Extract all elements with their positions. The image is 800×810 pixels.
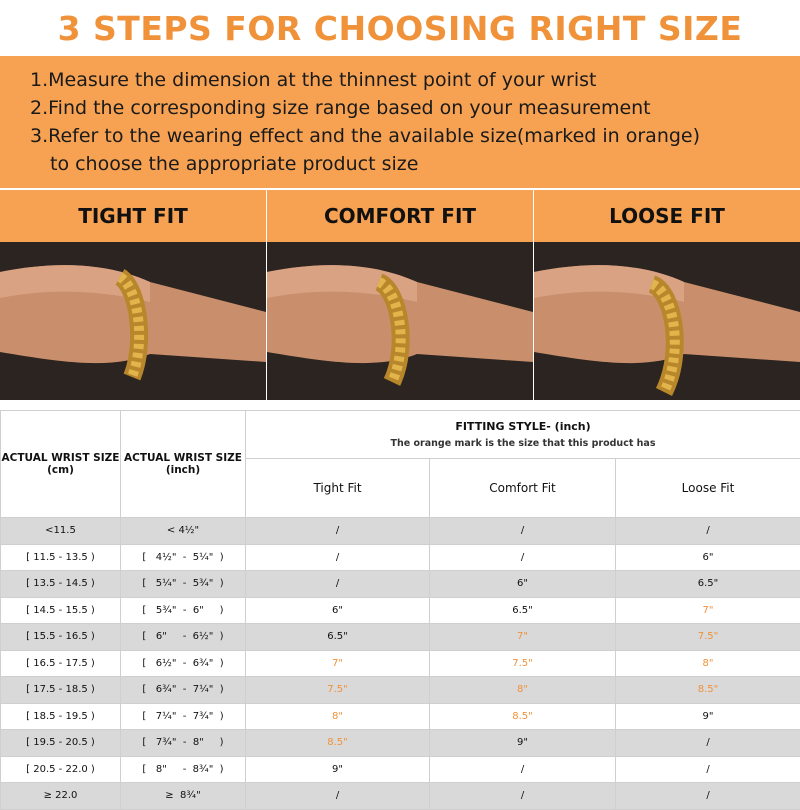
loose-cell: 8.5"	[616, 677, 800, 704]
tight-cell: 8.5"	[246, 730, 430, 757]
loose-cell: /	[616, 756, 800, 783]
inch-cell: ≥ 8¾"	[121, 783, 246, 810]
cm-cell: [ 15.5 - 16.5 )	[1, 624, 121, 651]
comfort-cell: 9"	[430, 730, 616, 757]
fit-label-tight: TIGHT FIT	[0, 190, 266, 242]
tight-cell: 6"	[246, 597, 430, 624]
fit-tight	[0, 190, 266, 400]
comfort-cell: 8.5"	[430, 703, 616, 730]
fit-comfort	[267, 190, 533, 400]
comfort-cell: 7.5"	[430, 650, 616, 677]
size-table	[0, 410, 800, 810]
cm-cell: ≥ 22.0	[1, 783, 121, 810]
size-rows	[1, 518, 800, 810]
tight-cell: 7"	[246, 650, 430, 677]
table-row	[1, 624, 800, 651]
table-row	[1, 756, 800, 783]
tight-cell: 9"	[246, 756, 430, 783]
tight-cell: /	[246, 544, 430, 571]
loose-cell: 9"	[616, 703, 800, 730]
loose-cell: 7.5"	[616, 624, 800, 651]
fit-label-comfort: COMFORT FIT	[267, 190, 533, 242]
inch-cell: [ 7¾" - 8" )	[121, 730, 246, 757]
table-row	[1, 730, 800, 757]
step-2: 2.Find the corresponding size range based on your measurement	[30, 94, 800, 122]
inch-cell: [ 6" - 6½" )	[121, 624, 246, 651]
inch-cell: [ 7¼" - 7¾" )	[121, 703, 246, 730]
wrist-photo-tight	[0, 242, 266, 400]
wrist-photo-loose	[534, 242, 800, 400]
fit-label-loose: LOOSE FIT	[534, 190, 800, 242]
table-row	[1, 571, 800, 598]
comfort-cell: /	[430, 544, 616, 571]
header-comfort: Comfort Fit	[430, 459, 616, 518]
cm-cell: [ 14.5 - 15.5 )	[1, 597, 121, 624]
tight-cell: 7.5"	[246, 677, 430, 704]
inch-cell: [ 6½" - 6¾" )	[121, 650, 246, 677]
tight-cell: 6.5"	[246, 624, 430, 651]
comfort-cell: /	[430, 783, 616, 810]
loose-cell: 6.5"	[616, 571, 800, 598]
loose-cell: 7"	[616, 597, 800, 624]
fitting-title: FITTING STYLE- (inch)	[246, 420, 800, 433]
header-tight: Tight Fit	[246, 459, 430, 518]
inch-cell: [ 5¼" - 5¾" )	[121, 571, 246, 598]
step-1: 1.Measure the dimension at the thinnest point of your wrist	[30, 66, 800, 94]
inch-cell: < 4½"	[121, 518, 246, 545]
table-row	[1, 677, 800, 704]
tight-cell: 8"	[246, 703, 430, 730]
tight-cell: /	[246, 518, 430, 545]
fit-loose	[534, 190, 800, 400]
inch-cell: [ 5¾" - 6" )	[121, 597, 246, 624]
table-row	[1, 544, 800, 571]
comfort-cell: /	[430, 756, 616, 783]
inch-cell: [ 6¾" - 7¼" )	[121, 677, 246, 704]
loose-cell: 8"	[616, 650, 800, 677]
comfort-cell: 7"	[430, 624, 616, 651]
loose-cell: 6"	[616, 544, 800, 571]
table-row	[1, 597, 800, 624]
cm-cell: [ 16.5 - 17.5 )	[1, 650, 121, 677]
cm-cell: [ 19.5 - 20.5 )	[1, 730, 121, 757]
table-row	[1, 650, 800, 677]
cm-cell: [ 20.5 - 22.0 )	[1, 756, 121, 783]
steps-panel	[0, 56, 800, 188]
loose-cell: /	[616, 783, 800, 810]
table-row	[1, 518, 800, 545]
header-cm: ACTUAL WRIST SIZE (cm)	[1, 411, 121, 518]
cm-cell: [ 18.5 - 19.5 )	[1, 703, 121, 730]
table-row	[1, 703, 800, 730]
header-fitting	[246, 411, 800, 459]
loose-cell: /	[616, 518, 800, 545]
cm-cell: <11.5	[1, 518, 121, 545]
fit-examples	[0, 190, 800, 400]
header-loose: Loose Fit	[616, 459, 800, 518]
loose-cell: /	[616, 730, 800, 757]
wrist-photo-comfort	[267, 242, 533, 400]
cm-cell: [ 17.5 - 18.5 )	[1, 677, 121, 704]
inch-cell: [ 4½" - 5¼" )	[121, 544, 246, 571]
step-3-cont: to choose the appropriate product size	[30, 150, 800, 178]
comfort-cell: /	[430, 518, 616, 545]
table-row	[1, 783, 800, 810]
comfort-cell: 6.5"	[430, 597, 616, 624]
tight-cell: /	[246, 571, 430, 598]
cm-cell: [ 13.5 - 14.5 )	[1, 571, 121, 598]
comfort-cell: 8"	[430, 677, 616, 704]
step-3: 3.Refer to the wearing effect and the available size(marked in orange)	[30, 122, 800, 150]
cm-cell: [ 11.5 - 13.5 )	[1, 544, 121, 571]
inch-cell: [ 8" - 8¾" )	[121, 756, 246, 783]
tight-cell: /	[246, 783, 430, 810]
comfort-cell: 6"	[430, 571, 616, 598]
fitting-subtitle: The orange mark is the size that this product has	[246, 438, 800, 449]
page-title: 3 STEPS FOR CHOOSING RIGHT SIZE	[0, 0, 800, 56]
header-inch: ACTUAL WRIST SIZE (inch)	[121, 411, 246, 518]
